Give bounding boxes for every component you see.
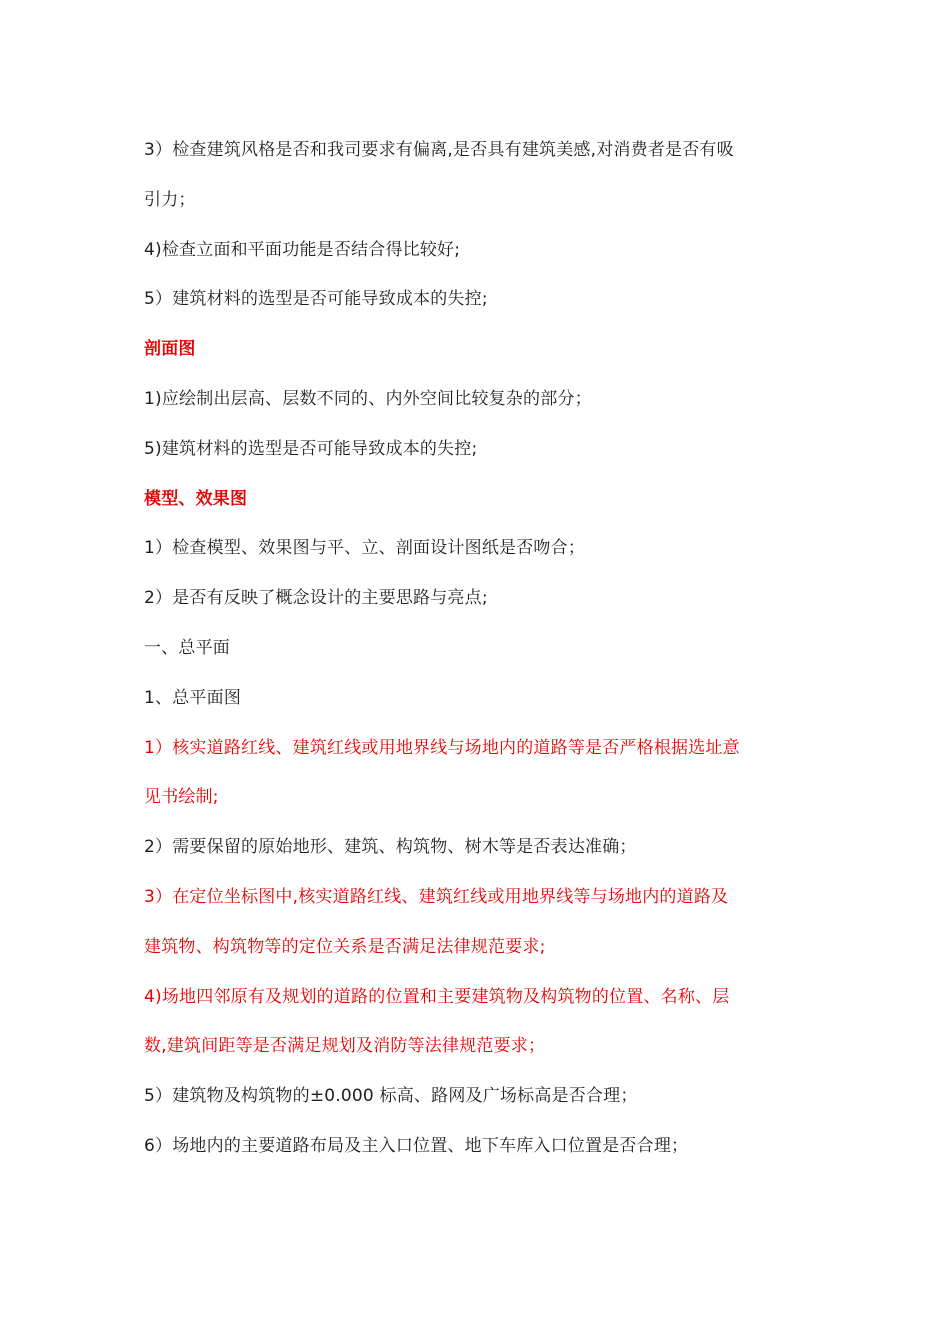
subsection-title-site-plan-drawing: 1、总平面图 — [144, 687, 242, 708]
text-line-6: 1)应绘制出层高、层数不同的、内外空间比较复杂的部分； — [144, 388, 592, 409]
section-title-site-plan: 一、总平面 — [144, 637, 230, 658]
highlight-line-18: 4)场地四邻原有及规划的道路的位置和主要建筑物及构筑物的位置、名称、层 — [144, 986, 730, 1007]
text-line-3: 4)检查立面和平面功能是否结合得比较好; — [144, 239, 461, 260]
text-line-1: 3）检查建筑风格是否和我司要求有偏离,是否具有建筑美感,对消费者是否有吸 — [144, 140, 734, 160]
text-line-4: 5）建筑材料的选型是否可能导致成本的失控; — [144, 289, 488, 310]
text-line-21: 6）场地内的主要道路布局及主入口位置、地下车库入口位置是否合理； — [144, 1135, 689, 1156]
document-body — [144, 126, 824, 1172]
section-heading-section-view: 剖面图 — [144, 339, 196, 360]
highlight-line-13: 1）核实道路红线、建筑红线或用地界线与场地内的道路等是否严格根据选址意 — [144, 737, 740, 758]
highlight-line-19: 数,建筑间距等是否满足规划及消防等法律规范要求； — [144, 1036, 546, 1057]
text-line-15: 2）需要保留的原始地形、建筑、构筑物、树木等是否表达准确； — [144, 837, 637, 858]
text-line-7: 5)建筑材料的选型是否可能导致成本的失控; — [144, 438, 478, 459]
section-heading-model-rendering: 模型、效果图 — [144, 488, 248, 509]
highlight-line-17: 建筑物、构筑物等的定位关系是否满足法律规范要求; — [144, 936, 546, 957]
text-line-10: 2）是否有反映了概念设计的主要思路与亮点; — [144, 588, 488, 609]
highlight-line-14: 见书绘制; — [144, 787, 219, 808]
text-line-2: 引力； — [144, 189, 196, 210]
text-line-20: 5）建筑物及构筑物的±0.000 标高、路网及广场标高是否合理； — [144, 1086, 638, 1107]
text-line-9: 1）检查模型、效果图与平、立、剖面设计图纸是否吻合； — [144, 538, 586, 559]
highlight-line-16: 3）在定位坐标图中,核实道路红线、建筑红线或用地界线等与场地内的道路及 — [144, 886, 729, 907]
